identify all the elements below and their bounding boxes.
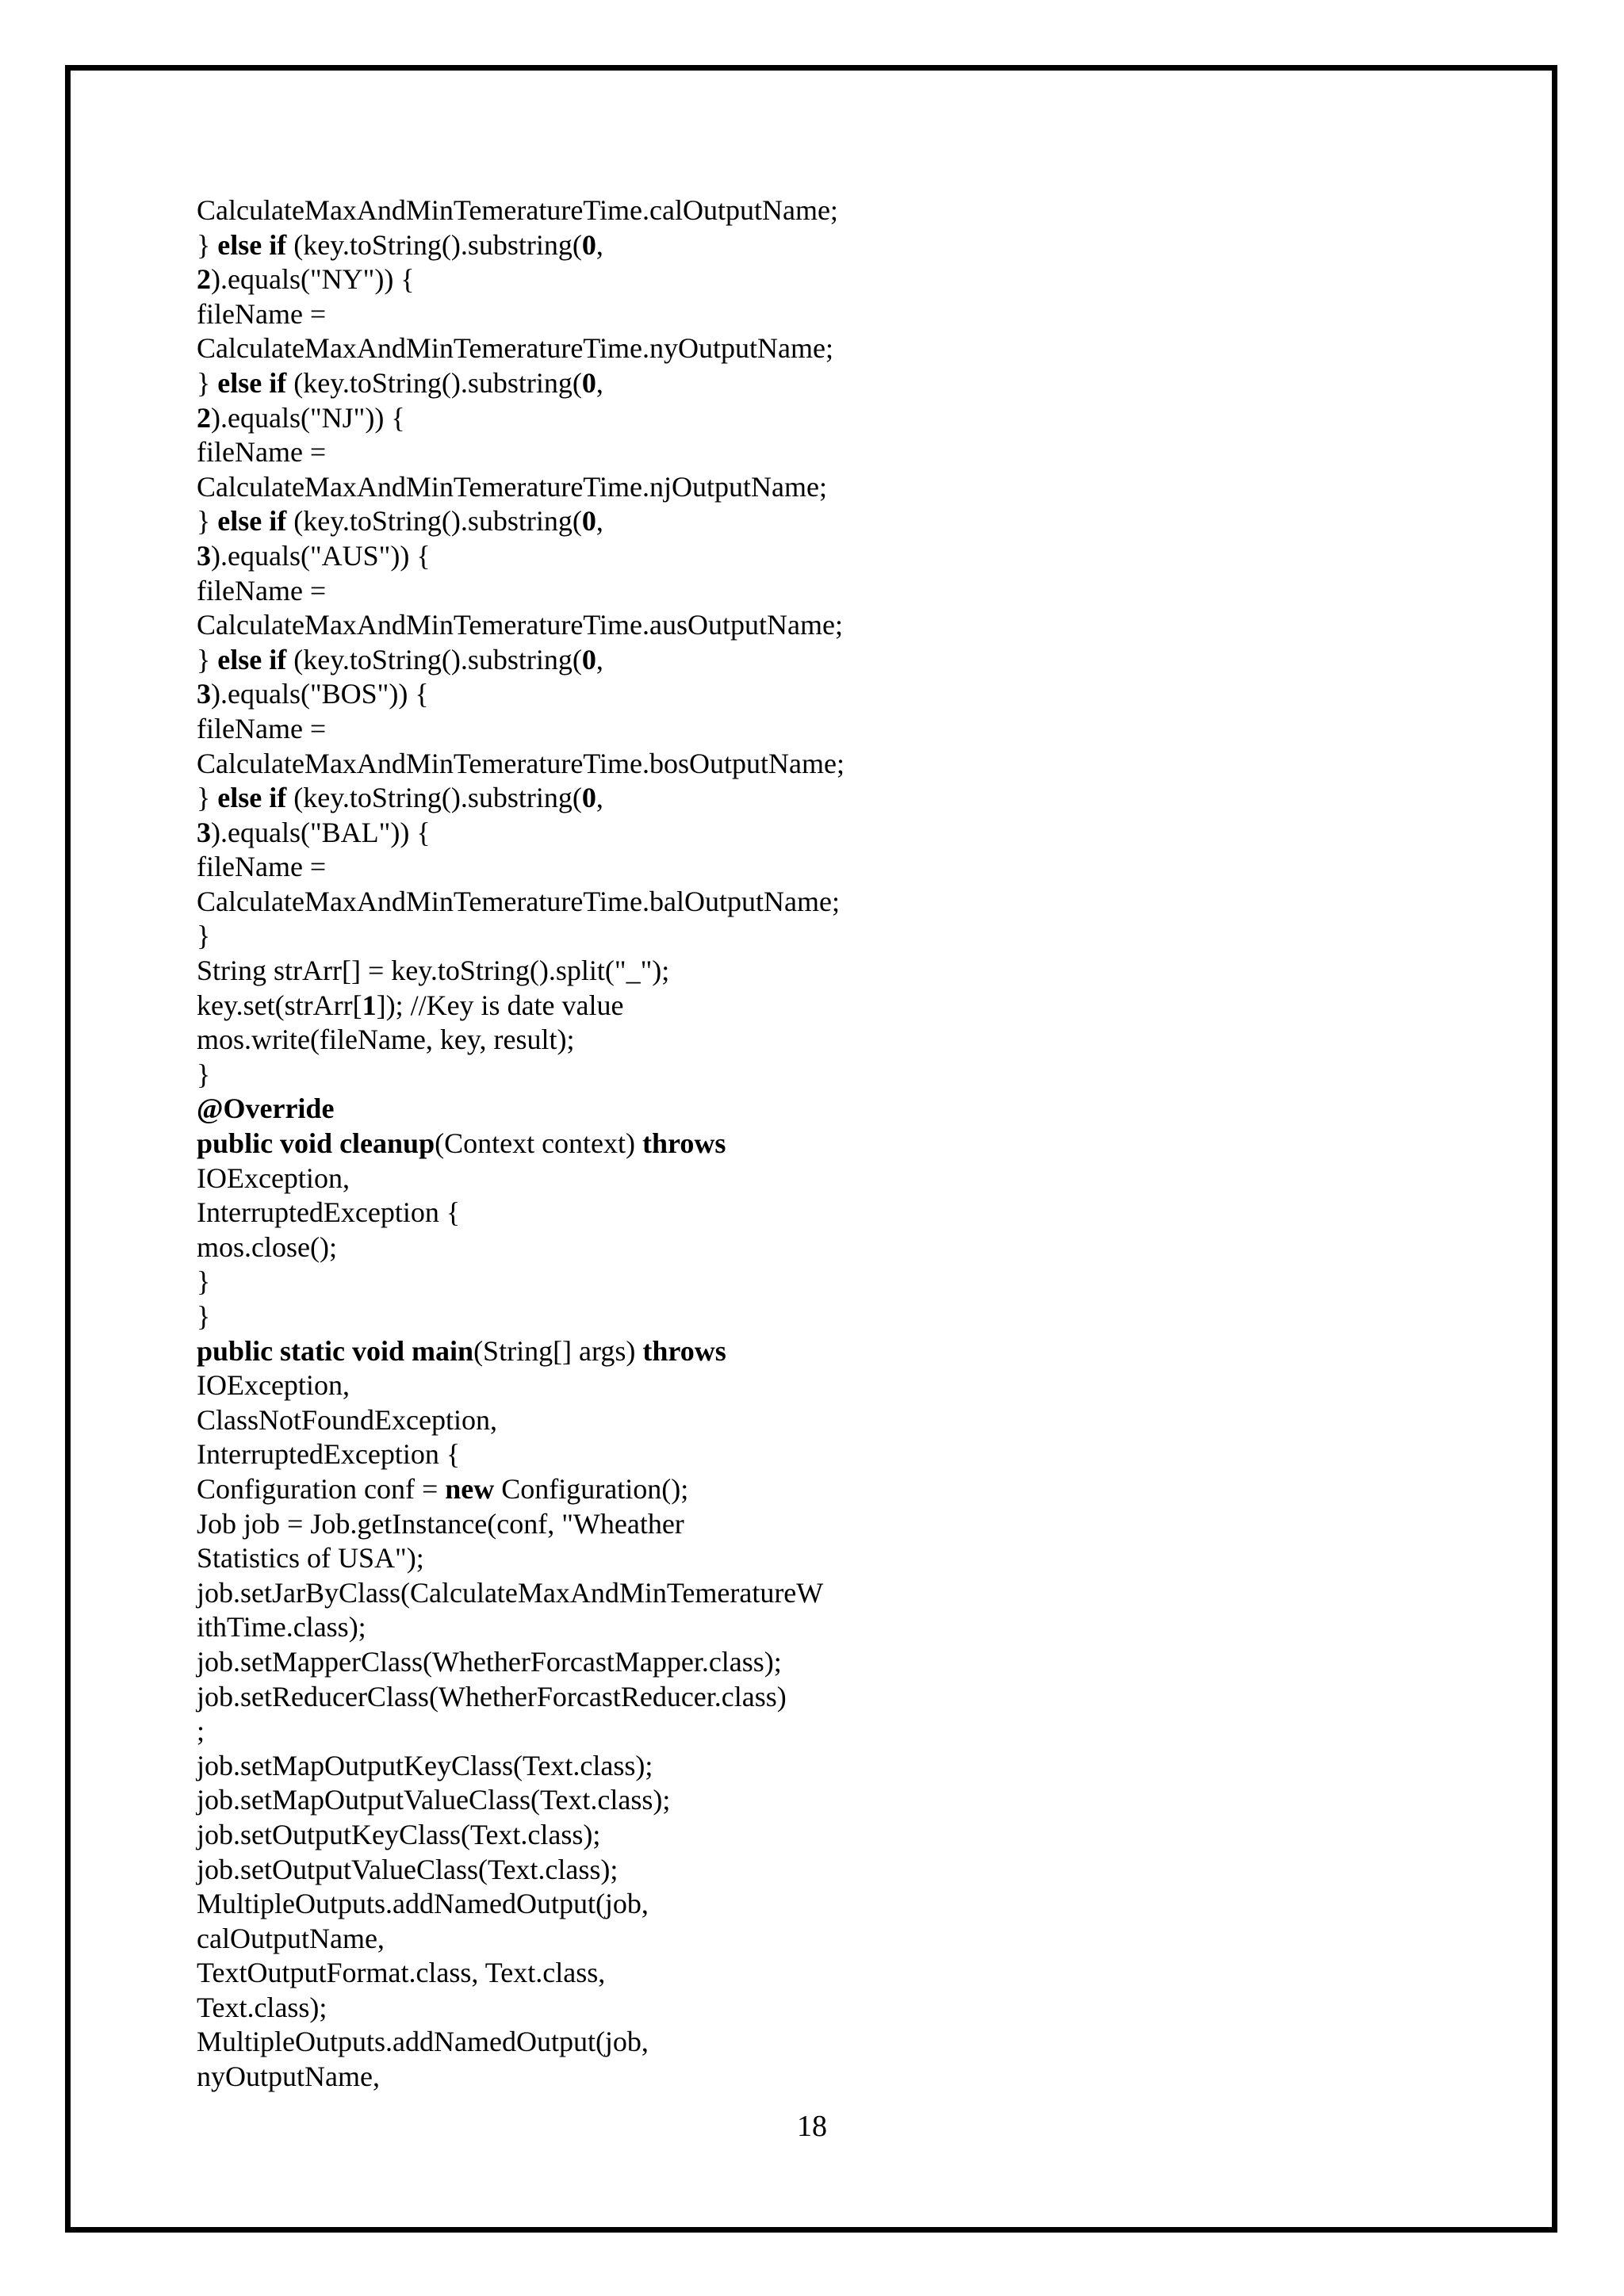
code-text: CalculateMaxAndMinTemeratureTime.balOutputName; — [197, 885, 840, 917]
code-text: ).equals("NY")) { — [211, 263, 415, 296]
code-text: job.setMapOutputKeyClass(Text.class); — [197, 1749, 653, 1781]
code-text: IOException, — [197, 1161, 350, 1194]
code-line — [197, 435, 1386, 470]
code-text: key.set(strArr[ — [197, 989, 362, 1021]
code-text: fileName = — [197, 712, 327, 744]
code-text: CalculateMaxAndMinTemeratureTime.ausOutputName; — [197, 609, 843, 641]
code-line — [197, 712, 1386, 747]
code-keyword: 0 — [581, 782, 596, 814]
code-line — [197, 1334, 1386, 1369]
code-text: fileName = — [197, 436, 327, 469]
code-line — [197, 1749, 1386, 1784]
code-text: ClassNotFoundException, — [197, 1403, 497, 1436]
code-line — [197, 1403, 1386, 1438]
code-text: CalculateMaxAndMinTemeratureTime.njOutputName; — [197, 470, 827, 503]
code-text: IOException, — [197, 1369, 350, 1402]
code-line — [197, 885, 1386, 920]
code-line — [197, 1161, 1386, 1196]
code-line — [197, 1507, 1386, 1542]
code-text: , — [596, 505, 603, 538]
code-text: Configuration(); — [494, 1472, 689, 1505]
code-text: CalculateMaxAndMinTemeratureTime.calOutputName; — [197, 194, 838, 226]
code-text: ).equals("BOS")) { — [211, 678, 429, 710]
code-line — [197, 1265, 1386, 1299]
code-line — [197, 574, 1386, 609]
code-text: mos.close(); — [197, 1230, 337, 1263]
code-text: } — [197, 1058, 211, 1090]
code-keyword: 3 — [197, 539, 211, 572]
code-line — [197, 297, 1386, 332]
code-line — [197, 989, 1386, 1024]
code-line — [197, 262, 1386, 297]
code-listing — [197, 193, 1386, 2095]
code-text: (key.toString().substring( — [286, 782, 582, 814]
code-line — [197, 1853, 1386, 1888]
code-text: job.setReducerClass(WhetherForcastReducer.class) — [197, 1680, 787, 1712]
code-keyword: else if — [217, 228, 287, 261]
code-text: job.setMapperClass(WhetherForcastMapper.class); — [197, 1645, 782, 1678]
code-text: CalculateMaxAndMinTemeratureTime.nyOutputName; — [197, 332, 833, 365]
code-keyword: 0 — [581, 643, 596, 675]
code-text: } — [197, 782, 218, 814]
code-text: } — [197, 643, 218, 675]
code-text: job.setJarByClass(CalculateMaxAndMinTemeratureW — [197, 1576, 824, 1609]
code-keyword: throws — [642, 1127, 726, 1160]
code-line — [197, 1680, 1386, 1715]
code-text: InterruptedException { — [197, 1196, 461, 1229]
code-text: } — [197, 366, 218, 399]
code-keyword: 2 — [197, 263, 211, 296]
code-keyword: else if — [217, 643, 287, 675]
code-line — [197, 608, 1386, 643]
code-keyword: else if — [217, 366, 287, 399]
code-line — [197, 1472, 1386, 1507]
code-text: (key.toString().substring( — [286, 505, 582, 538]
code-line — [197, 1541, 1386, 1576]
code-text: Configuration conf = — [197, 1472, 446, 1505]
code-line — [197, 1714, 1386, 1749]
code-text: Text.class); — [197, 1991, 327, 2023]
page-number: 18 — [797, 2110, 827, 2143]
code-text: fileName = — [197, 851, 327, 883]
code-text: fileName = — [197, 297, 327, 330]
code-text: } — [197, 1265, 211, 1298]
code-line — [197, 2060, 1386, 2095]
code-line — [197, 1922, 1386, 1957]
code-text: job.setMapOutputValueClass(Text.class); — [197, 1784, 671, 1816]
code-line — [197, 1991, 1386, 2026]
code-text: , — [596, 643, 603, 675]
code-keyword: throws — [642, 1334, 726, 1367]
code-keyword: @Override — [197, 1093, 335, 1125]
code-text: (Context context) — [435, 1127, 643, 1160]
code-line — [197, 366, 1386, 401]
code-text: ).equals("BAL")) { — [211, 816, 431, 848]
code-keyword: public static void main — [197, 1334, 474, 1367]
code-line — [197, 919, 1386, 954]
code-line — [197, 1783, 1386, 1818]
code-text: , — [596, 366, 603, 399]
code-text: ithTime.class); — [197, 1611, 366, 1644]
code-line — [197, 643, 1386, 678]
code-keyword: 2 — [197, 401, 211, 434]
code-text: } — [197, 228, 218, 261]
code-text: ; — [197, 1715, 205, 1747]
code-text: , — [596, 228, 603, 261]
code-keyword: else if — [217, 505, 287, 538]
code-line — [197, 850, 1386, 885]
code-line — [197, 816, 1386, 851]
code-text: job.setOutputKeyClass(Text.class); — [197, 1818, 601, 1850]
code-text: ).equals("AUS")) { — [211, 539, 431, 572]
code-keyword: 3 — [197, 678, 211, 710]
code-line — [197, 1956, 1386, 1991]
code-text: mos.write(fileName, key, result); — [197, 1024, 575, 1056]
code-text: InterruptedException { — [197, 1438, 461, 1471]
code-text: Statistics of USA"); — [197, 1542, 424, 1575]
code-line — [197, 1818, 1386, 1853]
code-keyword: 1 — [362, 989, 377, 1021]
code-line — [197, 1023, 1386, 1058]
code-text: calOutputName, — [197, 1922, 385, 1954]
code-line — [197, 470, 1386, 505]
code-text: fileName = — [197, 574, 327, 607]
code-line — [197, 228, 1386, 263]
code-line — [197, 1299, 1386, 1334]
code-line — [197, 193, 1386, 228]
code-text: TextOutputFormat.class, Text.class, — [197, 1957, 606, 1989]
code-line — [197, 1058, 1386, 1093]
code-keyword: 0 — [581, 366, 596, 399]
code-text: (String[] args) — [473, 1334, 643, 1367]
code-text: (key.toString().substring( — [286, 643, 582, 675]
code-text: CalculateMaxAndMinTemeratureTime.bosOutputName; — [197, 747, 845, 779]
code-line — [197, 1887, 1386, 1922]
code-keyword: 3 — [197, 816, 211, 848]
code-text: String strArr[] = key.toString().split("_"); — [197, 955, 670, 987]
code-keyword: else if — [217, 782, 287, 814]
code-line — [197, 677, 1386, 712]
code-line — [197, 1576, 1386, 1611]
code-keyword: 0 — [581, 505, 596, 538]
code-text: job.setOutputValueClass(Text.class); — [197, 1853, 619, 1885]
code-text: } — [197, 1300, 211, 1332]
code-text: MultipleOutputs.addNamedOutput(job, — [197, 2026, 649, 2058]
code-text: ).equals("NJ")) { — [211, 401, 405, 434]
code-line — [197, 2025, 1386, 2060]
code-text: ]); //Key is date value — [376, 989, 624, 1021]
code-line — [197, 1230, 1386, 1265]
code-text: MultipleOutputs.addNamedOutput(job, — [197, 1888, 649, 1920]
code-line — [197, 1092, 1386, 1127]
code-line — [197, 504, 1386, 539]
code-keyword: new — [445, 1472, 495, 1505]
code-line — [197, 401, 1386, 436]
code-line — [197, 747, 1386, 782]
code-line — [197, 781, 1386, 816]
code-keyword: public void cleanup — [197, 1127, 435, 1160]
code-line — [197, 1437, 1386, 1472]
code-line — [197, 1368, 1386, 1403]
code-line — [197, 1645, 1386, 1680]
code-text: , — [596, 782, 603, 814]
code-text: } — [197, 920, 211, 952]
code-line — [197, 954, 1386, 989]
code-text: (key.toString().substring( — [286, 366, 582, 399]
code-line — [197, 539, 1386, 574]
code-text: (key.toString().substring( — [286, 228, 582, 261]
code-text: Job job = Job.getInstance(conf, "Wheather — [197, 1507, 684, 1540]
code-line — [197, 1196, 1386, 1230]
code-line — [197, 331, 1386, 366]
code-line — [197, 1127, 1386, 1161]
code-keyword: 0 — [581, 228, 596, 261]
code-line — [197, 1610, 1386, 1645]
code-text: } — [197, 505, 218, 538]
code-text: nyOutputName, — [197, 2061, 380, 2093]
